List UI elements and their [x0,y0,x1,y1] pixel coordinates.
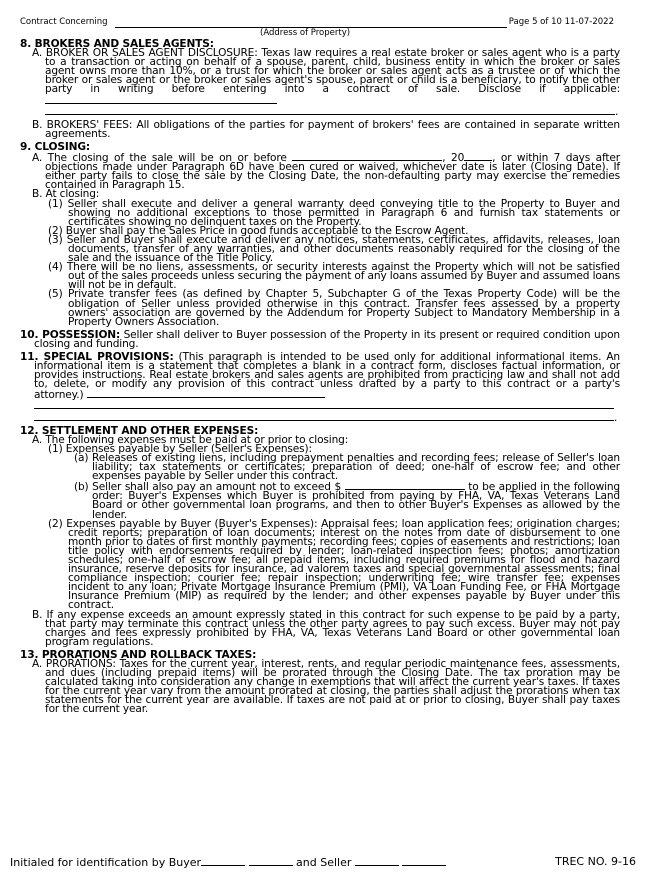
buyer-initials-label: Initialed for identification by Buyer [10,856,202,869]
section-11-heading: 11. SPECIAL PROVISIONS: [20,351,174,363]
section-13-heading: 13. PRORATIONS AND ROLLBACK TAXES: [20,648,257,661]
section-12a: A. The following expenses must be paid at or prior to closing: [32,433,349,446]
section-10 [20,328,620,350]
section-9a [20,152,620,190]
section-12a1: (1) Expenses payable by Seller (Seller's Expenses): [48,442,312,455]
section-10-heading: 10. POSSESSION: [20,328,121,341]
section-12a1b-text-2: to be applied in the following order: Buyer's Expenses which Buyer is prohibited from paying by FHA, VA, Texas Veterans Land Board or other governmental loan programs, and then to other Buyer's Expenses as allowed by the lender. [92,481,621,521]
section-9-heading: 9. CLOSING: [20,140,90,153]
section-9a-text-1: A. The closing of the sale will be on or before [32,152,287,165]
section-9b2: (2) Buyer shall pay the Sales Price in good funds acceptable to the Escrow Agent. [48,224,469,237]
section-9b4: (4) There will be no liens, assessments, or security interests against the Property which will not be satisfied out of the sales proceeds unless securing the payment of any loans assumed by Buyer and assumed loans will not be in default. [48,261,620,292]
disclosure-field-2[interactable] [45,106,615,115]
page-info: Page 5 of 10 11-07-2022 [508,17,614,27]
section-12a1a: (a) Releases of existing liens, including prepayment penalties and recording fees; release of Seller's loan liability; tax statements or certificates; preparation of deed; one-half of escrow fee; and other expenses payable by Seller under this contract. [74,451,620,483]
address-caption: (Address of Property) [260,28,351,38]
closing-year-field[interactable] [464,152,492,161]
section-9a-year-label: , 20 [442,152,465,165]
section-8-heading: 8. BROKERS AND SALES AGENTS: [20,38,214,50]
disclosure-field[interactable] [45,95,277,104]
section-9a-text-2: , or within 7 days after objections made under Paragraph 6D have been cured or waived, whichever date is later (Closing Date). If either party fails to close the sale by the Closing Date, the non-defaulting party may exercise the remedies contained in Paragraph 15. [45,152,620,192]
section-8a [20,49,620,106]
initials-line [10,855,446,869]
special-provisions-line3: . [20,412,620,423]
special-provisions-line2 [20,400,620,411]
section-8 [20,40,620,139]
section-9b3: (3) Seller and Buyer shall execute and deliver any notices, statements, certificates, affidavits, releases, loan documents, transfer of any warranties, and other documents reasonably required for the closing of the sale and the issuance of the Title Policy. [48,233,620,265]
section-8a-text: A. BROKER OR SALES AGENT DISCLOSURE: Texas law requires a real estate broker or sales agent who is a party to a transaction or acting on behalf of a spouse, parent, child, business entity in which the broker or sales agent owns more than 10%, or a trust for which the broker or sales agent acts as a trustee or of which the broker or sales agent or the broker or sales agent's spouse, parent or child is a beneficiary, to notify the other party in writing before entering into a contract of sale. Disclose if applicable: [32,47,620,96]
section-12b: B. If any expense exceeds an amount expressly stated in this contract for such expense to be paid by a party, that party may terminate this contract unless the other party agrees to pay such excess. Buyer may not pay charges and fees expressly prohibited by FHA, VA, Texas Veterans Land Board or other governmental loan program regulations. [32,608,620,648]
section-11-text: (This paragraph is intended to be used only for additional informational items. An informational item is a statement that completes a blank in a contract form, discloses factual information, or provides instructions. Real estate brokers and sales agents are prohibited from practicing law and shall not add to, delete, or modify any provision of this contract unless drafted by a party to this contract or a party's attorney.) [34,351,620,402]
section-8b: B. BROKERS' FEES: All obligations of the parties for payment of brokers' fees are contained in separate written agreements. [32,118,620,140]
seller-initials-field-1[interactable] [355,855,399,866]
section-9 [20,140,620,328]
section-13 [20,648,620,716]
buyer-initials-field-1[interactable] [201,855,245,866]
section-9b: B. At closing: [32,188,100,201]
special-provisions-field-2[interactable] [34,400,614,409]
section-12a1b-text-1: (b) Seller shall also pay an amount not to exceed $ [74,481,342,494]
contract-body [20,40,620,715]
disclosure-field-line2: . [20,106,620,117]
section-11 [20,353,620,400]
section-12 [20,424,621,648]
form-number: TREC NO. 9-16 [555,855,636,868]
special-provisions-field-3[interactable] [34,412,614,421]
section-9b1: (1) Seller shall execute and deliver a general warranty deed conveying title to the Property to Buyer and showing no additional exceptions to those permitted in Paragraph 6 and furnish tax statements or certificates showing no delinquent taxes on the Property. [48,197,620,228]
contract-concerning-label: Contract Concerning [20,17,108,27]
seller-initials-field-2[interactable] [402,855,446,866]
section-12a2: (2) Expenses payable by Buyer (Buyer's Expenses): Appraisal fees; loan application fees; origination charges; credit reports; preparation of loan documents; interest on the notes from date of disbursement to one month prior to dates of first monthly payments; recording fees; copies of easements and restrictions; loan title policy with endorsements required by lender; loan-related inspection fees; photos; amortization schedules; one-half of escrow fee; all prepaid items, including required premiums for flood and hazard insurance, reserve deposits for insurance, ad valorem taxes and special governmental assessments; final compliance inspection; courier fee; repair inspection; underwriting fee; wire transfer fee; expenses incident to any loan; Private Mortgage Insurance Premium (PMI), VA Loan Funding Fee, or FHA Mortgage Insurance Premium (MIP) as required by the lender; and other expenses payable by Buyer under this contract. [48,517,620,612]
closing-date-field[interactable] [292,152,442,161]
special-provisions-field[interactable] [87,389,325,398]
seller-initials-label: and Seller [296,856,352,869]
section-12a1b [20,481,620,519]
page-header [20,13,620,37]
buyer-initials-field-2[interactable] [249,855,293,866]
section-10-text: Seller shall deliver to Buyer possession of the Property in its present or required condition upon closing and funding. [34,328,620,350]
seller-contribution-field[interactable] [345,481,465,490]
section-12-heading: 12. SETTLEMENT AND OTHER EXPENSES: [20,424,259,437]
section-9b5: (5) Private transfer fees (as defined by Chapter 5, Subchapter G of the Texas Property Code) will be the obligation of Seller unless provided otherwise in this contract. Transfer fees assessed by a property owners' association are governed by the Addendum for Property Subject to Mandatory Membership in a Property Owners Association. [48,288,620,328]
section-13a: A. PRORATIONS: Taxes for the current year, interest, rents, and regular periodic maintenance fees, assessments, and dues (including prepaid items) will be prorated through the Closing Date. The tax proration may be calculated taking into consideration any change in exemptions that will affect the current year's taxes. If taxes for the current year vary from the amount prorated at closing, the parties shall adjust the prorations when tax statements for the current year are available. If taxes are not paid at or prior to closing, Buyer shall pay taxes for the current year. [32,658,620,716]
